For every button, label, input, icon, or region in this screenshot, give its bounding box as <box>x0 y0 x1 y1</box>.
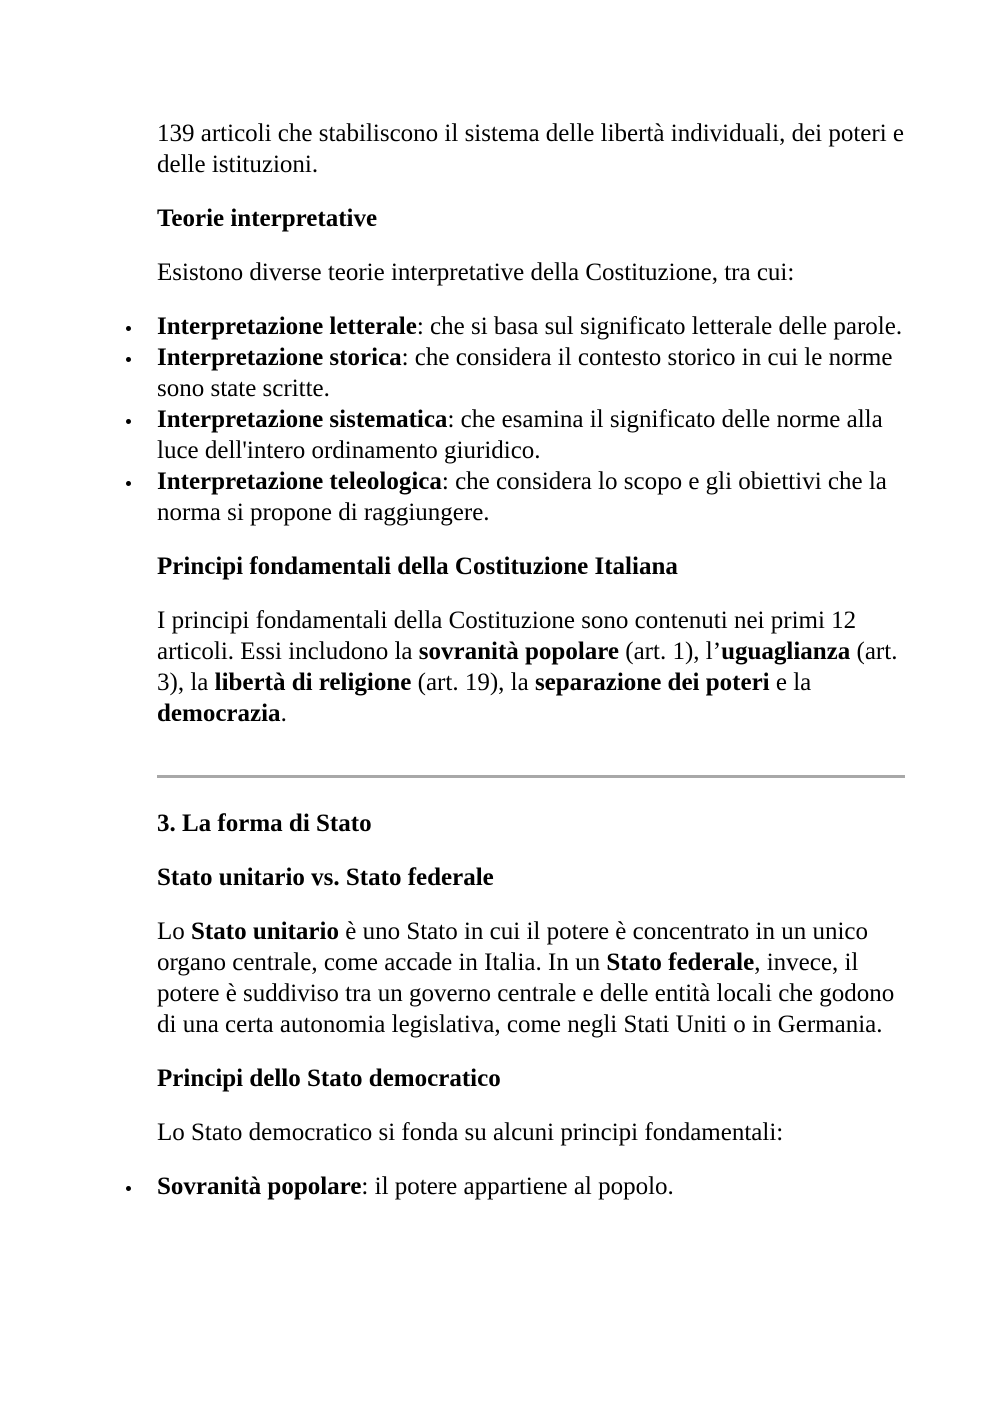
stato-democratico-lead: Lo Stato democratico si fonda su alcuni principi fondamentali: <box>157 1119 784 1146</box>
intro-paragraph: 139 articoli che stabiliscono il sistema delle libertà individuali, dei poteri e delle istituzioni. <box>157 120 905 178</box>
heading-principi-stato-democratico: Principi dello Stato democratico <box>157 1065 501 1092</box>
list-item-text: : che considera lo scopo e gli obiettivi che la norma si propone di raggiungere. <box>157 468 887 526</box>
list-item-text: : che considera il contesto storico in cui le norme sono state scritte. <box>157 344 893 402</box>
bold-term: uguaglianza <box>721 638 851 665</box>
text-run: (art. 1), l’ <box>619 638 722 665</box>
text-run: (art. 3), la <box>157 638 898 696</box>
list-item-term: Interpretazione letterale <box>157 313 417 340</box>
section-divider <box>157 775 905 778</box>
stato-unitario-paragraph <box>157 916 917 1040</box>
heading-teorie-interpretative: Teorie interpretative <box>157 205 378 232</box>
list-item <box>157 404 917 466</box>
list-item-term: Sovranità popolare <box>157 1173 362 1200</box>
bold-term: democrazia <box>157 700 281 727</box>
principi-paragraph <box>157 605 917 729</box>
text-run: I principi fondamentali della Costituzione sono contenuti nei primi 12 articoli. Essi includono la <box>157 607 857 665</box>
stato-democratico-list <box>157 1171 917 1202</box>
text-run: , invece, il potere è suddiviso tra un governo centrale e delle entità locali che godono di una certa autonomia legislativa, come negli Stati Uniti o in Germania. <box>157 949 895 1038</box>
text-run: (art. 19), la <box>411 669 535 696</box>
list-item-text: : che esamina il significato delle norme alla luce dell'intero ordinamento giuridico. <box>157 406 883 464</box>
list-item <box>157 342 917 404</box>
list-item-term: Interpretazione storica <box>157 344 402 371</box>
list-item <box>157 466 917 528</box>
list-item <box>157 311 917 342</box>
list-item <box>157 1171 917 1202</box>
text-run: . <box>280 700 287 727</box>
bold-term: separazione dei poteri <box>534 669 770 696</box>
teorie-list <box>157 311 917 528</box>
list-item-term: Interpretazione teleologica <box>157 468 442 495</box>
bold-term: libertà di religione <box>214 669 412 696</box>
bold-term: Stato unitario <box>191 918 339 945</box>
list-item-text: : il potere appartiene al popolo. <box>361 1173 674 1200</box>
text-run: e la <box>769 669 812 696</box>
bold-term: sovranità popolare <box>418 638 620 665</box>
document-content <box>157 118 917 1225</box>
section-divider-wrap <box>157 752 917 808</box>
heading-stato-unitario-federale: Stato unitario vs. Stato federale <box>157 864 494 891</box>
heading-forma-di-stato: 3. La forma di Stato <box>157 810 372 837</box>
heading-principi-fondamentali: Principi fondamentali della Costituzione Italiana <box>157 553 678 580</box>
bold-term: Stato federale <box>606 949 755 976</box>
list-item-text: : che si basa sul significato letterale delle parole. <box>416 313 903 340</box>
list-item-term: Interpretazione sistematica <box>157 406 448 433</box>
text-run: è uno Stato in cui il potere è concentrato in un unico organo centrale, come accade in Italia. In un <box>157 918 868 976</box>
text-run: Lo <box>157 918 192 945</box>
teorie-lead: Esistono diverse teorie interpretative della Costituzione, tra cui: <box>157 259 795 286</box>
